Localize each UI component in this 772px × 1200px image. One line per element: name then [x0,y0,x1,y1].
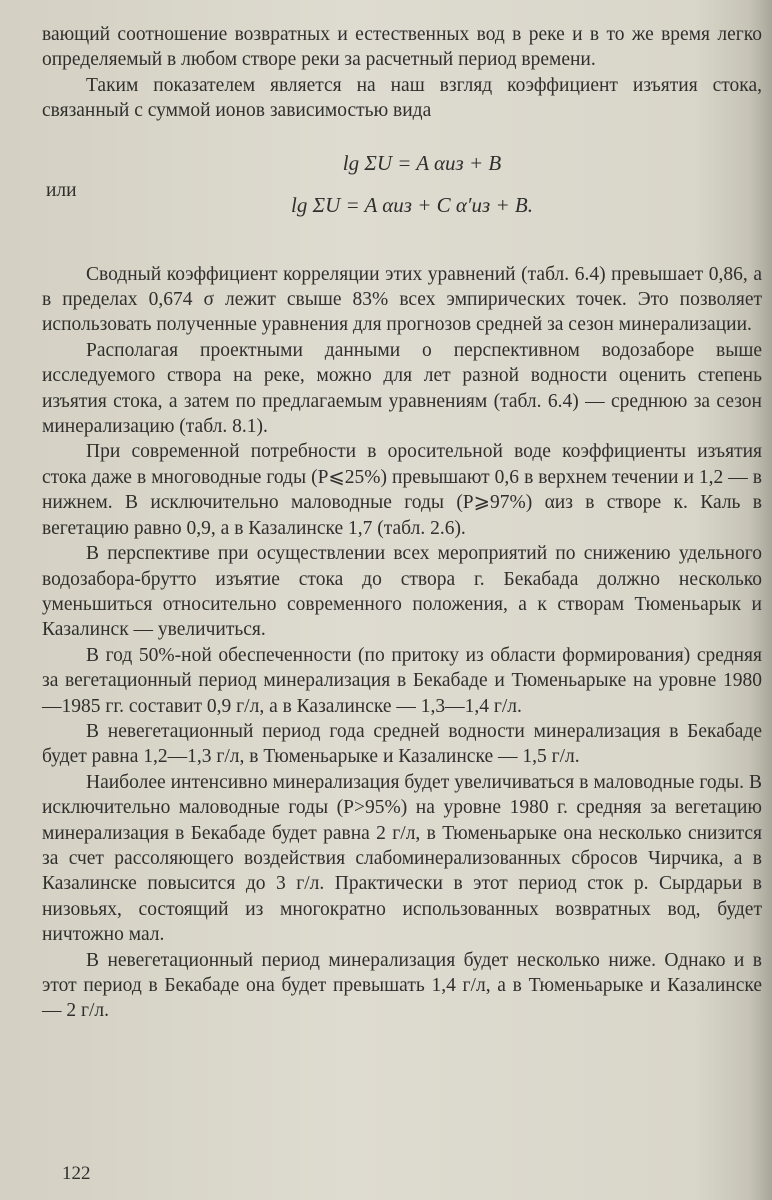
or-word: или [46,179,77,201]
paragraph: Наиболее интенсивно минерализация будет увеличиваться в маловодные годы. В исключительно маловодные годы (P>95%) на уровне 1980 г. средняя за вегетацию минерализация в Бекабаде будет равна 2 г/л, в Тюменьарыке она несколько снизится за счет рассоляющего воздействия слабоминерализованных сбросов Чирчика, а в Казалинске повысится до 3 г/л. Практически в этот период сток р. Сырдарьи в низовьях, состоящий из многократно использованных возвратных вод, будет ничтожно мал. [42,771,762,946]
paragraph: Располагая проектными данными о перспективном водозаборе выше исследуемого створа на реке, можно для лет разной водности оценить степень изъятия стока, а затем по предлагаемым уравнениям (табл. 6.4) — среднюю за сезон минерализацию (табл. 8.1). [42,339,762,438]
paragraph: В невегетационный период минерализация будет несколько ниже. Однако и в этот период в Бекабаде она будет превышать 1,4 г/л, а в Тюменьарыке и Казалинске — 2 г/л. [42,949,762,1022]
paragraph: Сводный коэффициент корреляции этих уравнений (табл. 6.4) превышает 0,86, а в пределах 0,674 σ лежит свыше 83% всех эмпирических точек. Это позволяет использовать полученные уравнения для прогнозов средней за сезон минерализации. [42,263,762,336]
paragraph: вающий соотношение возвратных и естественных вод в реке и в то же время легко определяемый в любом створе реки за расчетный период времени. [42,24,762,71]
paragraph: При современной потребности в оросительной воде коэффициенты изъятия стока даже в многоводные годы (P⩽25%) превышают 0,6 в верхнем течении и 1,2 — в нижнем. В исключительно маловодные годы (P⩾97%) αиз в створе к. Каль в вегетацию равно 0,9, а в Казалинске 1,7 (табл. 2.6). [42,441,762,539]
paragraph: В год 50%-ной обеспеченности (по притоку из области формирования) средняя за вегетационный период минерализация в Бекабаде и Тюменьарыке на уровне 1980—1985 гг. составит 0,9 г/л, а в Казалинске — 1,3—1,4 г/л. [42,644,762,717]
formula-1: lg ΣU = A αиз + B [342,150,502,175]
formula-2-row [42,178,762,226]
page-body [42,22,762,1024]
paragraph: В невегетационный период года средней водности минерализация в Бекабаде будет равна 1,2—1,3 г/л, в Тюменьарыке и Казалинске — 1,5 г/л. [42,720,762,768]
paragraph: В перспективе при осуществлении всех мероприятий по снижению удельного водозабора-брутто изъятие стока до створа г. Бекабада должно несколько уменьшиться относительно современного положения, а к створам Тюменьарык и Казалинск — увеличиться. [42,543,762,641]
paragraph: Таким показателем является на наш взгляд коэффициент изъятия стока, связанный с суммой ионов зависимостью вида [42,74,762,122]
formula-2: lg ΣU = A αиз + C α′из + B. [291,192,533,217]
page-number: 122 [62,1163,91,1184]
